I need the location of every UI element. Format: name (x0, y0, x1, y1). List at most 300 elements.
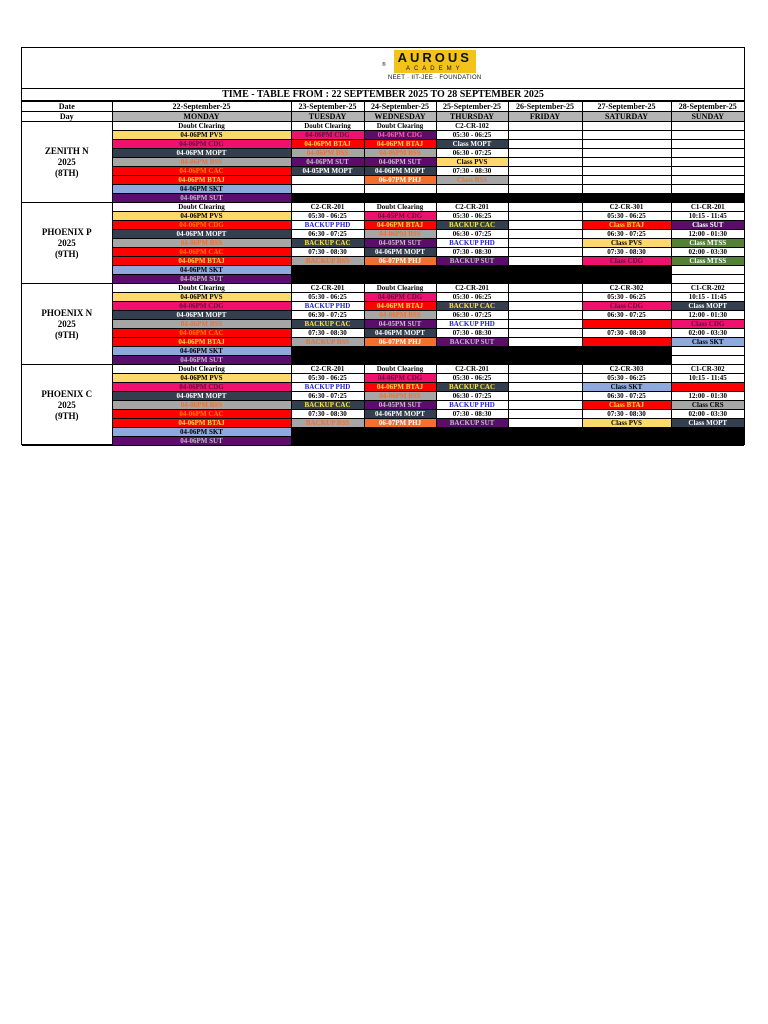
schedule-cell (508, 194, 582, 203)
table-row (22, 311, 744, 320)
schedule-cell: 04-06PM BSS (364, 311, 436, 320)
schedule-cell: 04-06PM BSS (291, 149, 364, 158)
schedule-cell: 06:30 - 07:25 (582, 230, 671, 239)
schedule-cell (364, 356, 436, 365)
schedule-cell: 05:30 - 06:25 (291, 293, 364, 302)
schedule-cell (364, 275, 436, 284)
schedule-cell: 04-06PM SUT (112, 194, 291, 203)
batch-label-line: 2025 (57, 399, 76, 410)
batch-label-line: ZENITH N (44, 145, 89, 156)
schedule-cell: C2-CR-201 (291, 203, 364, 212)
batch-label-line: 2025 (57, 237, 76, 248)
batch-label-line: 2025 (57, 318, 76, 329)
timetable-grid (22, 101, 744, 446)
schedule-cell: 06:30 - 07:25 (436, 230, 508, 239)
day-label: Day (22, 112, 112, 122)
schedule-cell (436, 185, 508, 194)
day-cell: THURSDAY (436, 112, 508, 122)
academy-logo (388, 50, 482, 81)
schedule-cell (364, 437, 436, 446)
schedule-cell: 04-06PM MOPT (364, 167, 436, 176)
schedule-cell (508, 383, 582, 392)
schedule-cell: BACKUP PHD (291, 302, 364, 311)
batch-label-line: PHOENIX C (41, 388, 93, 399)
schedule-cell: Class MOPT (671, 302, 744, 311)
date-cell: 22-September-25 (112, 102, 291, 112)
schedule-cell (436, 347, 508, 356)
schedule-cell: 04-06PM CAC (112, 167, 291, 176)
table-row (22, 266, 744, 275)
schedule-cell: 05:30 - 06:25 (582, 212, 671, 221)
schedule-cell: 04-06PM SKT (112, 185, 291, 194)
logo-tagline: NEET · IIT-JEE · FOUNDATION (388, 75, 482, 81)
schedule-cell (291, 356, 364, 365)
schedule-cell: 06-07PM PHJ (364, 257, 436, 266)
schedule-cell (364, 266, 436, 275)
schedule-cell: 06:30 - 07:25 (582, 392, 671, 401)
schedule-cell: Doubt Clearing (364, 203, 436, 212)
schedule-cell: Class CDG (671, 320, 744, 329)
schedule-cell (436, 266, 508, 275)
schedule-cell (582, 437, 671, 446)
schedule-cell: BACKUP BSS (291, 257, 364, 266)
schedule-cell: Class MTSS (671, 257, 744, 266)
table-row (22, 176, 744, 185)
schedule-cell: 04-06PM PVS (112, 293, 291, 302)
schedule-cell: 06:30 - 07:25 (291, 311, 364, 320)
schedule-cell (582, 176, 671, 185)
schedule-cell: 04-05PM SUT (364, 239, 436, 248)
schedule-cell (582, 266, 671, 275)
day-row (22, 112, 744, 122)
schedule-cell: 07:30 - 08:30 (291, 329, 364, 338)
logo-brand: AUROUS (397, 50, 472, 65)
schedule-cell (364, 185, 436, 194)
table-row (22, 221, 744, 230)
schedule-cell: 07:30 - 08:30 (291, 248, 364, 257)
schedule-cell (291, 185, 364, 194)
table-row (22, 212, 744, 221)
schedule-cell (671, 149, 744, 158)
schedule-cell: Class PVS (582, 419, 671, 428)
schedule-cell (436, 275, 508, 284)
table-row (22, 374, 744, 383)
schedule-cell: 06:30 - 07:25 (291, 230, 364, 239)
batch-label (22, 122, 112, 203)
schedule-cell: 05:30 - 06:25 (436, 212, 508, 221)
schedule-cell: Class PVS (582, 239, 671, 248)
schedule-cell: BACKUP CAC (291, 320, 364, 329)
logo-mark (394, 50, 476, 73)
schedule-cell (671, 140, 744, 149)
schedule-cell: 04-05PM SUT (364, 401, 436, 410)
schedule-cell: BACKUP CAC (436, 302, 508, 311)
schedule-cell (582, 131, 671, 140)
schedule-cell: Class CDG (582, 257, 671, 266)
logo-subtitle: ACADEMY (405, 66, 464, 72)
day-cell: WEDNESDAY (364, 112, 436, 122)
schedule-cell (508, 401, 582, 410)
schedule-cell (508, 212, 582, 221)
schedule-cell: 04-06PM SUT (291, 158, 364, 167)
schedule-cell: 04-06PM SUT (112, 437, 291, 446)
schedule-cell: 04-06PM MOPT (112, 149, 291, 158)
schedule-cell: BACKUP CAC (436, 221, 508, 230)
day-cell: FRIDAY (508, 112, 582, 122)
schedule-cell: 04-06PM CDG (364, 293, 436, 302)
table-row (22, 428, 744, 437)
schedule-cell (671, 158, 744, 167)
schedule-cell: 04-06PM MOPT (112, 230, 291, 239)
schedule-cell: Doubt Clearing (364, 122, 436, 131)
schedule-cell (508, 131, 582, 140)
schedule-cell: 07:30 - 08:30 (436, 410, 508, 419)
schedule-cell: 06:30 - 07:25 (291, 392, 364, 401)
schedule-cell: BACKUP PHD (291, 383, 364, 392)
schedule-cell (582, 356, 671, 365)
schedule-cell: 07:30 - 08:30 (436, 329, 508, 338)
schedule-cell: 04-06PM BSS (112, 158, 291, 167)
schedule-cell: 04-06PM CDG (112, 302, 291, 311)
table-row (22, 131, 744, 140)
page-title: TIME - TABLE FROM : 22 SEPTEMBER 2025 TO 28 SEPTEMBER 2025 (22, 89, 744, 101)
table-row (22, 356, 744, 365)
schedule-cell: 04-06PM BTAJ (112, 257, 291, 266)
schedule-cell: 06-07PM PHJ (364, 176, 436, 185)
batch-label-line: (9TH) (55, 248, 79, 259)
schedule-cell: Doubt Clearing (364, 365, 436, 374)
date-cell: 28-September-25 (671, 102, 744, 112)
schedule-cell: BACKUP PHD (436, 401, 508, 410)
schedule-cell: 04-06PM BSS (112, 401, 291, 410)
schedule-cell: 07:30 - 08:30 (291, 410, 364, 419)
date-cell: 23-September-25 (291, 102, 364, 112)
schedule-cell (671, 185, 744, 194)
schedule-cell (508, 428, 582, 437)
schedule-cell: BACKUP CAC (291, 239, 364, 248)
batch-label (22, 203, 112, 284)
schedule-cell: C1-CR-302 (671, 365, 744, 374)
table-row (22, 185, 744, 194)
schedule-cell: Class MTSS (671, 239, 744, 248)
schedule-cell (508, 158, 582, 167)
schedule-cell: 05:30 - 06:25 (436, 374, 508, 383)
schedule-cell: 04-06PM CDG (291, 131, 364, 140)
date-cell: 27-September-25 (582, 102, 671, 112)
schedule-cell: 04-06PM CAC (112, 329, 291, 338)
table-row (22, 239, 744, 248)
table-row (22, 392, 744, 401)
schedule-cell: Class SKT (671, 338, 744, 347)
schedule-cell (436, 428, 508, 437)
schedule-cell: 04-06PM BTAJ (364, 302, 436, 311)
schedule-cell (508, 338, 582, 347)
schedule-cell: 04-06PM CDG (112, 221, 291, 230)
schedule-cell: 04-05PM SUT (364, 320, 436, 329)
schedule-cell: Doubt Clearing (112, 122, 291, 131)
schedule-cell: 07:30 - 08:30 (582, 410, 671, 419)
schedule-cell (508, 122, 582, 131)
schedule-cell (508, 176, 582, 185)
schedule-cell (671, 428, 744, 437)
schedule-cell: Doubt Clearing (112, 203, 291, 212)
schedule-cell (508, 140, 582, 149)
date-row (22, 102, 744, 112)
schedule-cell: 10:15 - 11:45 (671, 212, 744, 221)
schedule-cell (291, 176, 364, 185)
schedule-cell: 04-06PM SKT (112, 428, 291, 437)
schedule-cell: 04-06PM PVS (112, 131, 291, 140)
schedule-cell (582, 149, 671, 158)
schedule-cell (508, 239, 582, 248)
schedule-cell: C2-CR-201 (291, 365, 364, 374)
schedule-cell: Class SKT (582, 383, 671, 392)
date-cell: 25-September-25 (436, 102, 508, 112)
schedule-cell (291, 437, 364, 446)
schedule-cell (671, 122, 744, 131)
schedule-cell: Class BTAJ (582, 221, 671, 230)
schedule-cell (582, 140, 671, 149)
schedule-cell: 10:15 - 11:45 (671, 293, 744, 302)
date-cell: 24-September-25 (364, 102, 436, 112)
schedule-cell: BACKUP CAC (291, 401, 364, 410)
table-row (22, 329, 744, 338)
schedule-cell: BACKUP CAC (436, 383, 508, 392)
schedule-cell: Class BTAJ (582, 320, 671, 329)
schedule-cell: 04-06PM SUT (364, 158, 436, 167)
schedule-cell (508, 149, 582, 158)
schedule-cell: BACKUP BSS (291, 419, 364, 428)
schedule-cell: 04-06PM BSS (112, 320, 291, 329)
schedule-cell: 04-06PM BSS (364, 230, 436, 239)
schedule-cell (508, 221, 582, 230)
schedule-cell (291, 347, 364, 356)
schedule-cell: C2-CR-302 (582, 284, 671, 293)
schedule-cell (508, 230, 582, 239)
schedule-cell (671, 194, 744, 203)
schedule-cell (671, 356, 744, 365)
schedule-cell: Doubt Clearing (112, 284, 291, 293)
schedule-cell: C2-CR-301 (582, 203, 671, 212)
schedule-cell: 05:30 - 06:25 (291, 374, 364, 383)
schedule-cell (582, 185, 671, 194)
schedule-cell (508, 203, 582, 212)
schedule-cell: 04-06PM SUT (112, 275, 291, 284)
schedule-cell: 04-06PM SKT (112, 266, 291, 275)
schedule-cell: 05:30 - 06:25 (436, 131, 508, 140)
schedule-cell (671, 437, 744, 446)
schedule-cell (508, 311, 582, 320)
schedule-cell: 04-06PM BTAJ (112, 176, 291, 185)
schedule-cell: 04-06PM SUT (112, 356, 291, 365)
schedule-cell (508, 275, 582, 284)
table-row (22, 140, 744, 149)
schedule-cell: Class MOPT (671, 419, 744, 428)
schedule-cell: Doubt Clearing (364, 284, 436, 293)
schedule-cell: BACKUP SUT (436, 257, 508, 266)
schedule-cell (582, 428, 671, 437)
table-row (22, 158, 744, 167)
schedule-cell (508, 437, 582, 446)
batch-label-line: (9TH) (55, 329, 79, 340)
schedule-cell: 06:30 - 07:25 (582, 311, 671, 320)
schedule-cell: C2-CR-201 (436, 365, 508, 374)
schedule-cell (508, 374, 582, 383)
schedule-cell: 07:30 - 08:30 (436, 248, 508, 257)
schedule-cell: 04-06PM BTAJ (364, 221, 436, 230)
batch-label-line: PHOENIX P (41, 226, 92, 237)
schedule-cell: BACKUP PHD (436, 320, 508, 329)
table-row (22, 320, 744, 329)
schedule-cell (508, 329, 582, 338)
schedule-cell: 06-07PM PHJ (364, 419, 436, 428)
schedule-cell: 02:00 - 03:30 (671, 248, 744, 257)
schedule-cell: Class BTAJ (671, 383, 744, 392)
schedule-cell: 05:30 - 06:25 (436, 293, 508, 302)
schedule-cell: Doubt Clearing (112, 365, 291, 374)
schedule-cell (508, 257, 582, 266)
table-row (22, 194, 744, 203)
schedule-cell (508, 356, 582, 365)
schedule-cell (291, 194, 364, 203)
schedule-cell (436, 194, 508, 203)
schedule-cell (508, 167, 582, 176)
schedule-cell: BACKUP BSS (291, 338, 364, 347)
schedule-cell: 04-06PM BSS (364, 392, 436, 401)
schedule-cell (508, 248, 582, 257)
schedule-cell: 04-06PM BTAJ (364, 140, 436, 149)
table-row (22, 149, 744, 158)
schedule-cell (436, 356, 508, 365)
schedule-cell: BACKUP SUT (436, 419, 508, 428)
schedule-cell: 05:30 - 06:25 (582, 374, 671, 383)
schedule-cell: 07:30 - 08:30 (582, 248, 671, 257)
batch-label-line: PHOENIX N (41, 307, 93, 318)
table-row (22, 302, 744, 311)
schedule-cell: 04-06PM BTAJ (112, 338, 291, 347)
table-row (22, 257, 744, 266)
batch-label-line: (8TH) (55, 167, 79, 178)
table-row (22, 383, 744, 392)
timetable-sheet (21, 47, 745, 445)
schedule-cell: C1-CR-201 (671, 203, 744, 212)
table-row (22, 419, 744, 428)
schedule-cell: 05:30 - 06:25 (291, 212, 364, 221)
table-row (22, 275, 744, 284)
schedule-cell: C2-CR-303 (582, 365, 671, 374)
schedule-cell: C2-CR-201 (436, 284, 508, 293)
schedule-cell: 05:30 - 06:25 (582, 293, 671, 302)
schedule-cell: 04-06PM MOPT (112, 311, 291, 320)
date-cell: 26-September-25 (508, 102, 582, 112)
schedule-cell (508, 293, 582, 302)
schedule-cell: 06:30 - 07:25 (436, 311, 508, 320)
schedule-cell: 04-06PM BTAJ (364, 383, 436, 392)
schedule-cell: 04-06PM BSS (364, 149, 436, 158)
schedule-cell: Class CRS (671, 401, 744, 410)
batch-label-line: 2025 (57, 156, 76, 167)
schedule-cell (508, 410, 582, 419)
schedule-cell (364, 428, 436, 437)
table-row (22, 284, 744, 293)
schedule-cell: Doubt Clearing (291, 122, 364, 131)
schedule-cell: 06:30 - 07:25 (436, 149, 508, 158)
schedule-cell (671, 275, 744, 284)
schedule-cell (508, 266, 582, 275)
schedule-cell (671, 266, 744, 275)
schedule-cell (582, 122, 671, 131)
schedule-cell: 06:30 - 07:25 (436, 392, 508, 401)
schedule-cell (508, 392, 582, 401)
schedule-cell: 06-07PM PHJ (364, 338, 436, 347)
schedule-cell: 04-06PM CAC (112, 248, 291, 257)
schedule-cell: 04-06PM PVS (112, 374, 291, 383)
schedule-cell: BACKUP PHD (291, 221, 364, 230)
schedule-cell: 04-06PM MOPT (364, 248, 436, 257)
schedule-cell: 04-06PM MOPT (364, 329, 436, 338)
day-cell: TUESDAY (291, 112, 364, 122)
table-row (22, 293, 744, 302)
schedule-cell (671, 167, 744, 176)
schedule-cell: C1-CR-202 (671, 284, 744, 293)
table-row (22, 365, 744, 374)
schedule-cell: 04-06PM BTAJ (112, 419, 291, 428)
schedule-cell: 07:30 - 08:30 (582, 329, 671, 338)
schedule-cell (508, 185, 582, 194)
schedule-cell: C2-CR-102 (436, 122, 508, 131)
schedule-cell: 04-06PM CDG (112, 383, 291, 392)
schedule-cell: 04-05PM CDG (364, 212, 436, 221)
schedule-cell: 12:00 - 01:30 (671, 392, 744, 401)
schedule-cell (508, 320, 582, 329)
schedule-cell: 04-06PM MOPT (364, 410, 436, 419)
schedule-cell (364, 347, 436, 356)
schedule-cell: 04-06PM SKT (112, 347, 291, 356)
schedule-cell: 04-06PM PVS (112, 212, 291, 221)
day-cell: MONDAY (112, 112, 291, 122)
schedule-cell: 12:00 - 01:30 (671, 230, 744, 239)
schedule-cell: C2-CR-201 (291, 284, 364, 293)
schedule-cell: Class BTAJ (582, 401, 671, 410)
schedule-cell (582, 347, 671, 356)
schedule-cell: 04-06PM CAC (112, 410, 291, 419)
table-row (22, 122, 744, 131)
schedule-cell: 04-06PM BTAJ (291, 140, 364, 149)
schedule-cell: C2-CR-201 (436, 203, 508, 212)
table-row (22, 401, 744, 410)
schedule-cell: 12:00 - 01:30 (671, 311, 744, 320)
schedule-cell: 02:00 - 03:30 (671, 329, 744, 338)
schedule-cell: BACKUP SUT (436, 338, 508, 347)
schedule-cell: Class PVS (436, 158, 508, 167)
table-row (22, 347, 744, 356)
batch-label (22, 284, 112, 365)
schedule-cell: Class CDG (582, 302, 671, 311)
schedule-cell: 02:00 - 03:30 (671, 410, 744, 419)
logo-area (22, 48, 744, 89)
schedule-cell (582, 194, 671, 203)
schedule-cell (582, 158, 671, 167)
schedule-cell: 04-06PM CDG (364, 131, 436, 140)
schedule-cell (364, 194, 436, 203)
schedule-cell (582, 167, 671, 176)
schedule-cell (508, 347, 582, 356)
schedule-cell: 04-06PM CDG (364, 374, 436, 383)
table-row (22, 203, 744, 212)
table-row (22, 248, 744, 257)
day-cell: SUNDAY (671, 112, 744, 122)
table-row (22, 410, 744, 419)
